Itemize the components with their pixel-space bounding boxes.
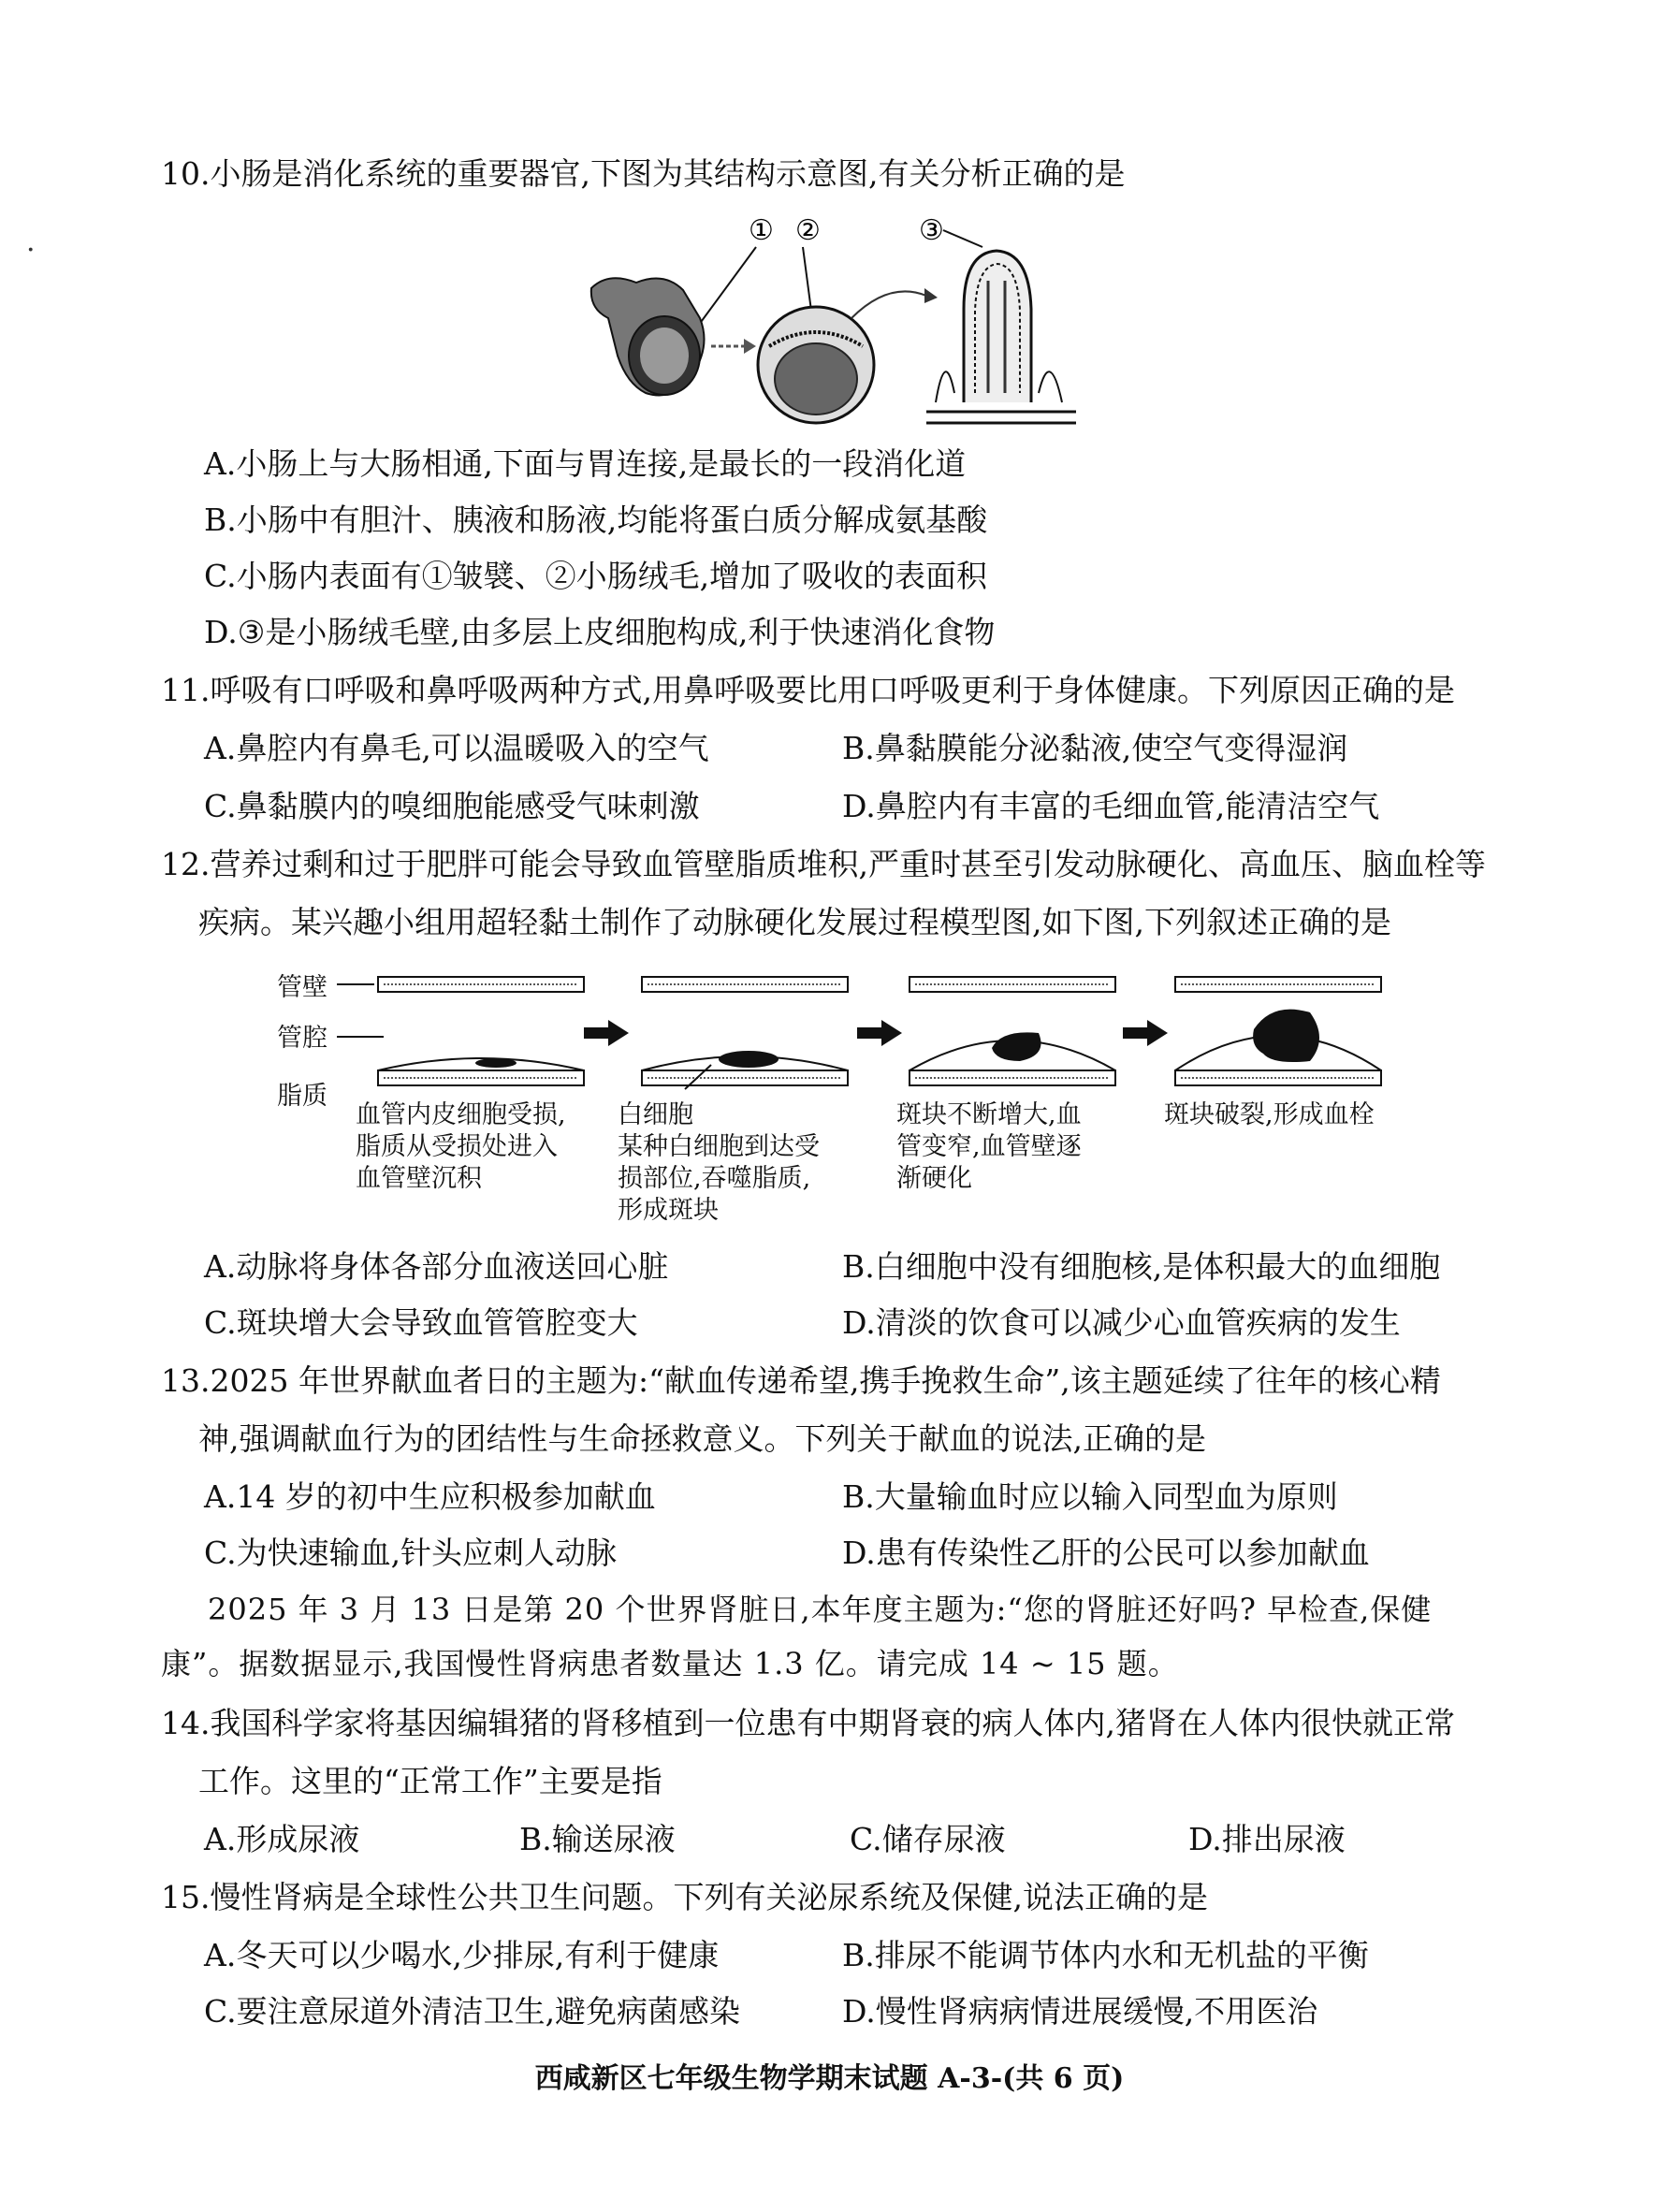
q12-option-c: C.斑块增大会导致血管管腔变大	[204, 1304, 638, 1341]
stage3-caption-3: 渐硬化	[896, 1164, 972, 1193]
q13-stem-line1: 13.2025 年世界献血者日的主题为:“献血传递希望,携手挽救生命”,该主题延续了往年的核心精	[161, 1362, 1441, 1399]
q10-option-b: B.小肠中有胆汁、胰液和肠液,均能将蛋白质分解成氨基酸	[204, 502, 988, 538]
q12-stem-line2: 疾病。某兴趣小组用超轻黏土制作了动脉硬化发展过程模型图,如下图,下列叙述正确的是	[198, 904, 1391, 940]
q11-option-a: A.鼻腔内有鼻毛,可以温暖吸入的空气	[204, 730, 709, 766]
stage1-caption-2: 脂质从受损处进入	[356, 1132, 558, 1161]
q11-option-b: B.鼻黏膜能分泌黏液,使空气变得湿润	[842, 730, 1348, 766]
q14-option-d: D.排出尿液	[1188, 1821, 1346, 1857]
label-vessel-wall: 管壁	[277, 973, 327, 1002]
q10-option-d: D.③是小肠绒毛壁,由多层上皮细胞构成,利于快速消化食物	[204, 614, 996, 650]
q15-option-d: D.慢性肾病病情进展缓慢,不用医治	[842, 1993, 1318, 2030]
stage3-caption-1: 斑块不断增大,血	[896, 1100, 1082, 1129]
stage2-caption-1: 某种白细胞到达受	[618, 1132, 820, 1161]
q14-option-c: C.储存尿液	[850, 1821, 1006, 1857]
q12-stem-line1: 12.营养过剩和过于肥胖可能会导致血管壁脂质堆积,严重时甚至引发动脉硬化、高血压、脑血栓等	[161, 846, 1486, 882]
figure-label-1: ①	[749, 214, 774, 247]
label-lipid: 脂质	[277, 1082, 327, 1111]
q12-option-a: A.动脉将身体各部分血液送回心脏	[204, 1248, 669, 1285]
q13-stem-line2: 神,强调献血行为的团结性与生命拯救意义。下列关于献血的说法,正确的是	[198, 1420, 1206, 1457]
stage2-caption-2: 损部位,吞噬脂质,	[618, 1164, 811, 1193]
stage4-caption-1: 斑块破裂,形成血栓	[1164, 1100, 1375, 1129]
page-footer: 西咸新区七年级生物学期末试题 A-3-(共 6 页)	[534, 2062, 1125, 2095]
q10-option-c: C.小肠内表面有①皱襞、②小肠绒毛,增加了吸收的表面积	[204, 558, 988, 594]
label-lumen: 管腔	[277, 1024, 327, 1053]
margin-mark: ·	[26, 234, 36, 267]
label-wbc: 白细胞	[618, 1100, 693, 1129]
q15-option-b: B.排尿不能调节体内水和无机盐的平衡	[842, 1937, 1369, 1973]
q15-stem: 15.慢性肾病是全球性公共卫生问题。下列有关泌尿系统及保健,说法正确的是	[161, 1879, 1208, 1915]
figure-label-3: ③	[919, 214, 944, 247]
stage1-caption-3: 血管壁沉积	[356, 1164, 482, 1193]
stage3-caption-2: 管变窄,血管壁逐	[896, 1132, 1082, 1161]
q11-option-d: D.鼻腔内有丰富的毛细血管,能清洁空气	[842, 788, 1380, 824]
q14-option-a: A.形成尿液	[204, 1821, 360, 1857]
q14-stem-line1: 14.我国科学家将基因编辑猪的肾移植到一位患有中期肾衰的病人体内,猪肾在人体内很快就正常	[161, 1705, 1455, 1741]
stage1-caption-1: 血管内皮细胞受损,	[356, 1100, 566, 1129]
q12-option-b: B.白细胞中没有细胞核,是体积最大的血细胞	[842, 1248, 1441, 1285]
passage-line2: 康”。据数据显示,我国慢性肾病患者数量达 1.3 亿。请完成 14 ~ 15 题。	[161, 1646, 1179, 1681]
q15-option-c: C.要注意尿道外清洁卫生,避免病菌感染	[204, 1993, 741, 2030]
q13-option-b: B.大量输血时应以输入同型血为原则	[842, 1478, 1338, 1515]
q13-option-a: A.14 岁的初中生应积极参加献血	[204, 1478, 656, 1515]
q15-option-a: A.冬天可以少喝水,少排尿,有利于健康	[204, 1937, 720, 1973]
atherosclerosis-model-figure	[337, 964, 1413, 1104]
q14-option-b: B.输送尿液	[519, 1821, 676, 1857]
q13-option-d: D.患有传染性乙肝的公民可以参加献血	[842, 1535, 1370, 1571]
q10-stem: 10.小肠是消化系统的重要器官,下图为其结构示意图,有关分析正确的是	[161, 155, 1126, 192]
q11-option-c: C.鼻黏膜内的嗅细胞能感受气味刺激	[204, 788, 700, 824]
small-intestine-figure	[571, 206, 1095, 430]
q10-option-a: A.小肠上与大肠相通,下面与胃连接,是最长的一段消化道	[204, 445, 967, 482]
q13-option-c: C.为快速输血,针头应刺人动脉	[204, 1535, 618, 1571]
q12-option-d: D.清淡的饮食可以减少心血管疾病的发生	[842, 1304, 1401, 1341]
stage2-caption-3: 形成斑块	[618, 1196, 719, 1225]
passage-line1: 2025 年 3 月 13 日是第 20 个世界肾脏日,本年度主题为:“您的肾脏还好吗? 早检查,保健	[208, 1592, 1433, 1627]
figure-label-2: ②	[795, 214, 821, 247]
q14-stem-line2: 工作。这里的“正常工作”主要是指	[198, 1763, 662, 1799]
q11-stem: 11.呼吸有口呼吸和鼻呼吸两种方式,用鼻呼吸要比用口呼吸更利于身体健康。下列原因正确的是	[161, 672, 1455, 708]
